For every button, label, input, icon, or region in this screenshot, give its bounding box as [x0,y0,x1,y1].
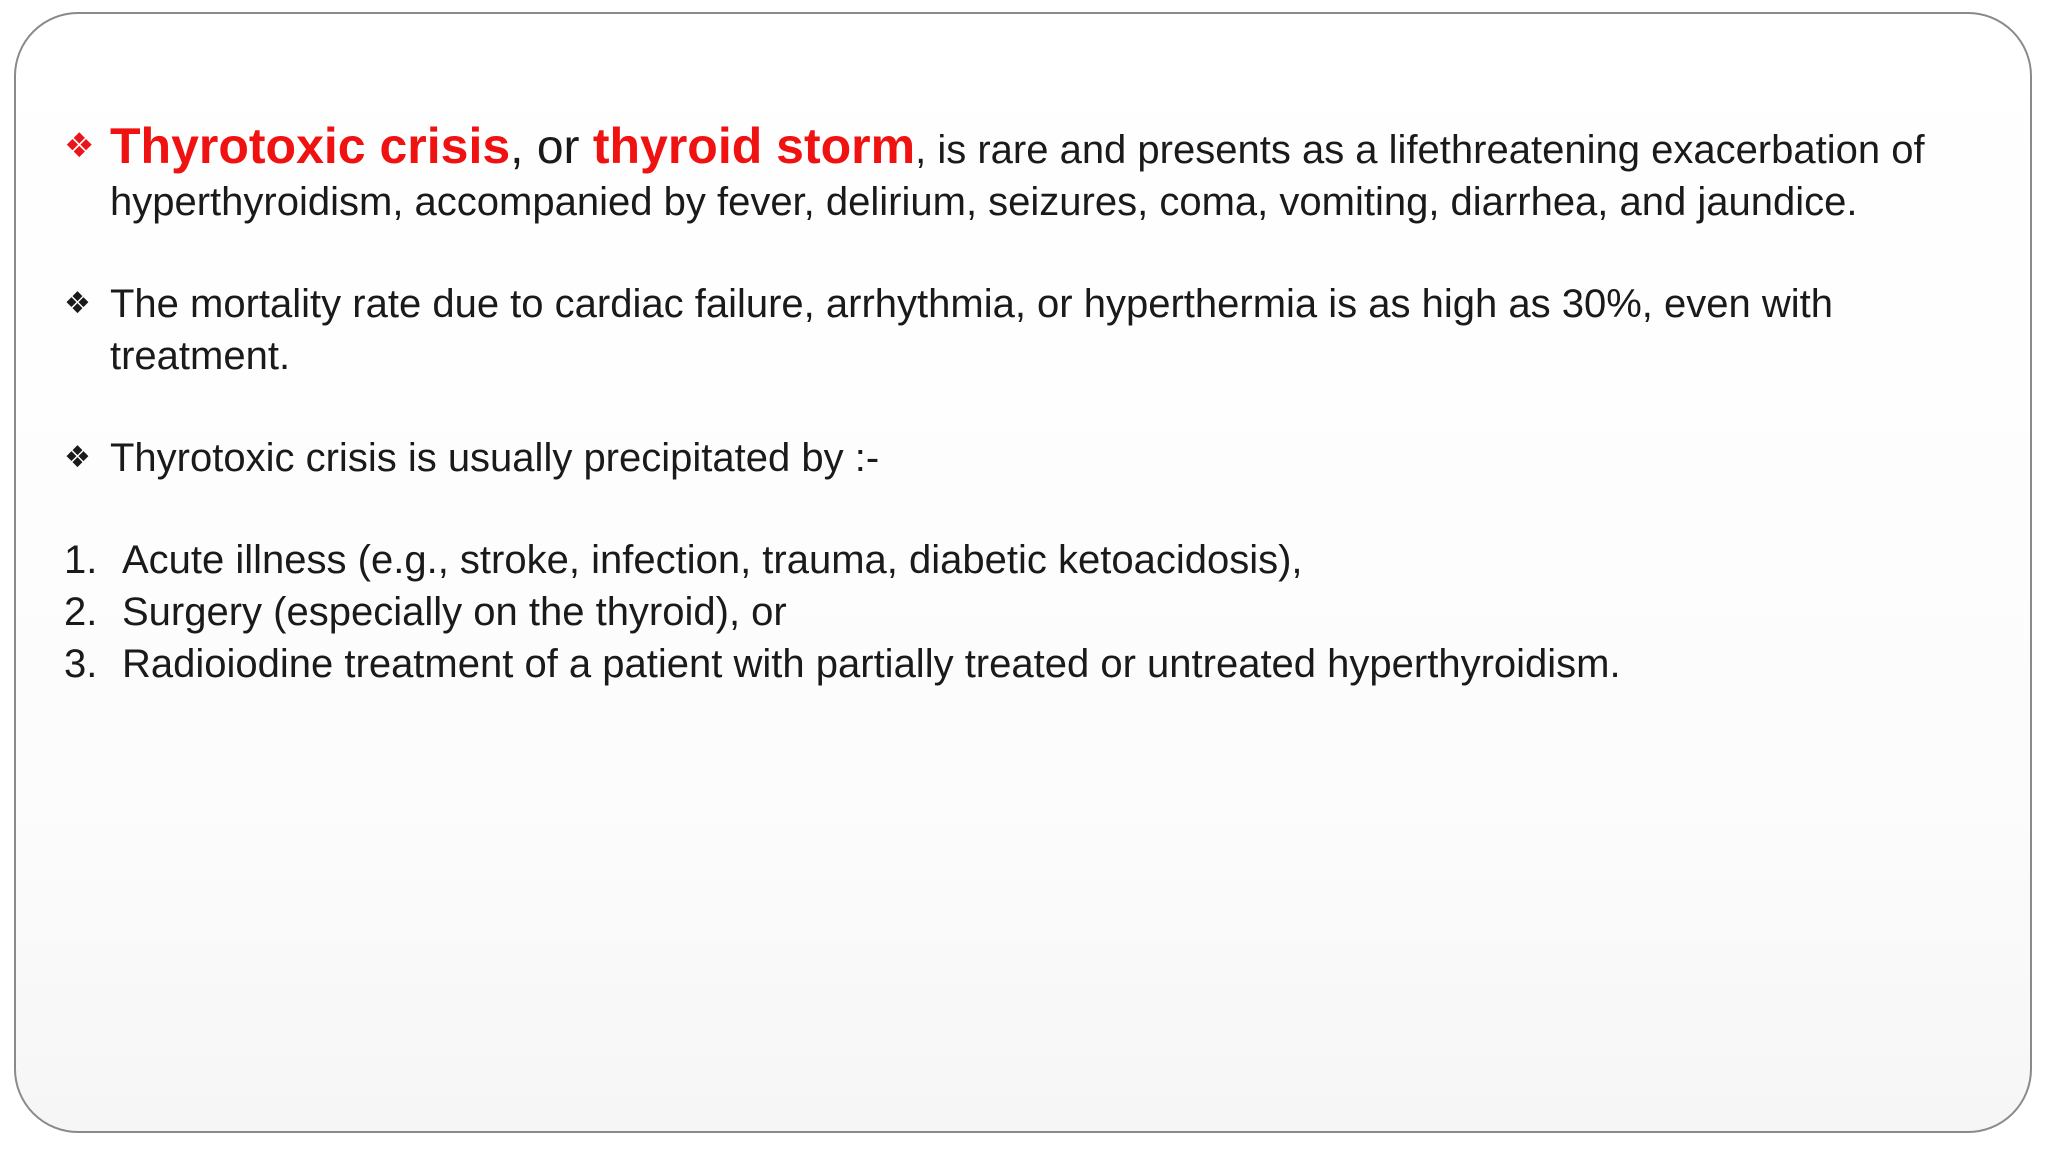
diamond-bullet-icon: ❖ [64,126,95,166]
slide-content [50,120,2010,690]
bullet-thyroid-storm [50,120,2010,228]
list-number: 3. [64,642,98,686]
list-number: 1. [64,538,98,582]
precipitants-list [50,534,2010,690]
bullet-mortality [50,278,2010,382]
term-thyrotoxic-crisis: Thyrotoxic crisis [110,118,511,174]
list-item [50,586,2010,638]
list-item [50,638,2010,690]
list-number: 2. [64,590,98,634]
diamond-bullet-icon: ❖ [64,440,91,475]
bullet-text: The mortality rate due to cardiac failure, arrhythmia, or hyperthermia is as high as 30%, even with treatment. [110,282,1834,378]
term-connector: , or [510,121,593,174]
slide-frame [14,12,2032,1133]
list-item [50,534,2010,586]
list-item-text: Radioiodine treatment of a patient with partially treated or untreated hyperthyroidism. [122,642,1621,686]
term-thyroid-storm: thyroid storm [592,118,916,174]
diamond-bullet-icon: ❖ [64,286,91,321]
bullet-text: , is rare and presents as a lifethreatening exacerbation of hyperthyroidism, accompanied by fever, delirium, seizures, coma, vomiting, diarrhea, and jaundice. [110,128,1925,224]
list-item-text: Surgery (especially on the thyroid), or [122,590,787,634]
list-item-text: Acute illness (e.g., stroke, infection, trauma, diabetic ketoacidosis), [122,538,1303,582]
bullet-precipitated [50,432,2010,484]
bullet-text: Thyrotoxic crisis is usually precipitated by :- [110,436,880,480]
